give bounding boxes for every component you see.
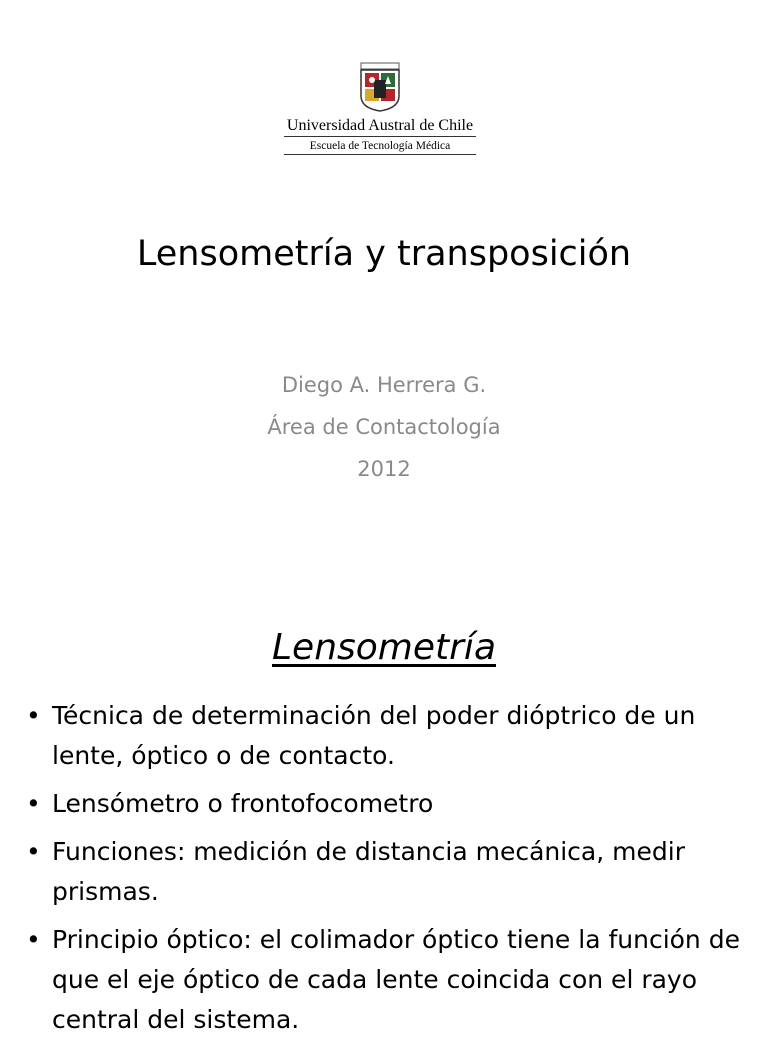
university-logo (284, 62, 476, 155)
slide-heading: Lensometría (272, 627, 496, 668)
university-name: Universidad Austral de Chile (284, 117, 476, 137)
school-name: Escuela de Tecnología Médica (284, 139, 476, 155)
bullet-item: • Funciones: medición de distancia mecánica, medir prismas. (22, 832, 752, 912)
author-name: Diego A. Herrera G. (281, 373, 487, 397)
content-slide (0, 576, 768, 1034)
bullet-item: • Lensómetro o frontofocometro (22, 784, 752, 824)
bullet-item: • Técnica de determinación del poder dióptrico de un lente, óptico o de contacto. (22, 696, 752, 776)
university-crest-icon (356, 62, 404, 112)
department-name: Área de Contactología (267, 415, 501, 439)
presentation-title: Lensometría y transposición (136, 234, 632, 274)
bullet-item: • Principio óptico: el colimador óptico tiene la función de que el eje óptico de cada lente coincida con el rayo central del sistema. (22, 920, 752, 1040)
bullet-list (22, 696, 752, 1048)
year: 2012 (357, 457, 411, 481)
presentation-subtitle (0, 364, 768, 490)
